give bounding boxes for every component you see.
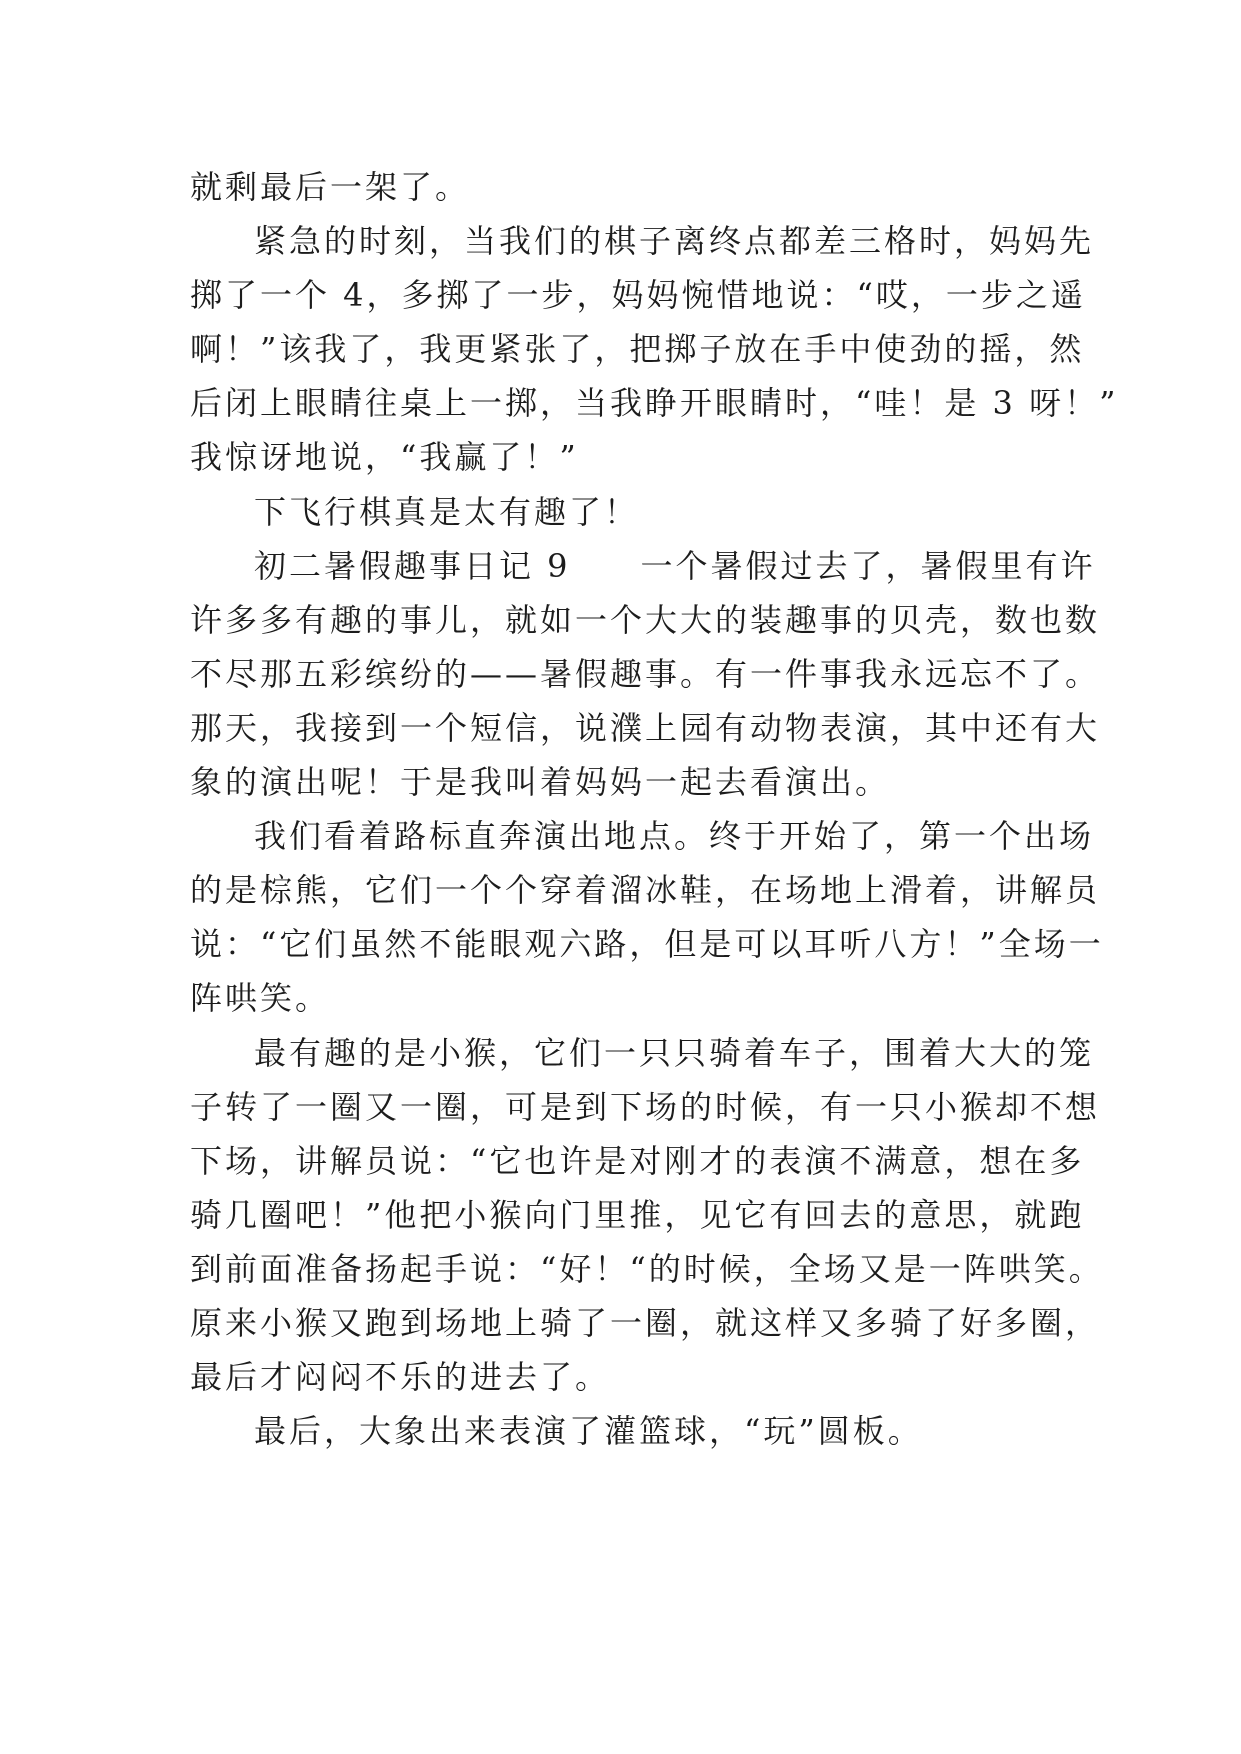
text-line: 我惊讶地说，“我赢了！” xyxy=(190,438,579,477)
text-line: 说：“它们虽然不能眼观六路，但是可以耳听八方！”全场一 xyxy=(190,925,1104,964)
document-body xyxy=(190,160,1119,1458)
paragraph xyxy=(190,160,1070,214)
text-line: 象的演出呢！于是我叫着妈妈一起去看演出。 xyxy=(190,763,891,802)
text-line: 下场，讲解员说：“它也许是对刚才的表演不满意，想在多 xyxy=(190,1141,1085,1180)
text-line: 原来小猴又跑到场地上骑了一圈，就这样又多骑了好多圈， xyxy=(190,1303,1101,1342)
text-line: 到前面准备扬起手说：“好！“的时候，全场又是一阵哄笑。 xyxy=(190,1249,1104,1288)
paragraph xyxy=(190,1404,1070,1458)
text-line: 后闭上眼睛往桌上一掷，当我睁开眼睛时，“哇！是 3 呀！” xyxy=(190,384,1119,423)
text-line: 阵哄笑。 xyxy=(190,979,331,1018)
text-line: 许多多有趣的事儿，就如一个大大的装趣事的贝壳，数也数 xyxy=(190,600,1101,639)
text-line: 就剩最后一架了。 xyxy=(190,168,471,206)
text-line: 掷了一个 4，多掷了一步，妈妈惋惜地说：“哎，一步之遥 xyxy=(190,276,1086,315)
paragraph xyxy=(190,485,1070,539)
paragraph xyxy=(190,809,1104,1025)
text-line: 下飞行棋真是太有趣了！ xyxy=(254,492,640,531)
text-line: 不尽那五彩缤纷的——暑假趣事。有一件事我永远忘不了。 xyxy=(190,654,1101,693)
text-line: 的是棕熊，它们一个个穿着溜冰鞋，在场地上滑着，讲解员 xyxy=(190,871,1101,910)
text-line: 子转了一圈又一圈，可是到下场的时候，有一只小猴却不想 xyxy=(190,1087,1101,1126)
paragraph xyxy=(190,214,1119,484)
paragraph xyxy=(190,539,1101,809)
paragraph xyxy=(190,1026,1104,1405)
text-line: 紧急的时刻，当我们的棋子离终点都差三格时，妈妈先 xyxy=(254,222,1095,261)
text-line: 最后，大象出来表演了灌篮球，“玩”圆板。 xyxy=(254,1412,923,1451)
text-line: 最后才闷闷不乐的进去了。 xyxy=(190,1358,611,1397)
text-line: 那天，我接到一个短信，说濮上园有动物表演，其中还有大 xyxy=(190,708,1101,747)
text-line: 最有趣的是小猴，它们一只只骑着车子，围着大大的笼 xyxy=(254,1033,1095,1072)
text-line: 初二暑假趣事日记 9 一个暑假过去了，暑假里有许 xyxy=(254,546,1096,585)
text-line: 我们看着路标直奔演出地点。终于开始了，第一个出场 xyxy=(254,817,1095,856)
text-line: 啊！”该我了，我更紧张了，把掷子放在手中使劲的摇，然 xyxy=(190,330,1085,369)
text-line: 骑几圈吧！”他把小猴向门里推，见它有回去的意思，就跑 xyxy=(190,1195,1085,1234)
